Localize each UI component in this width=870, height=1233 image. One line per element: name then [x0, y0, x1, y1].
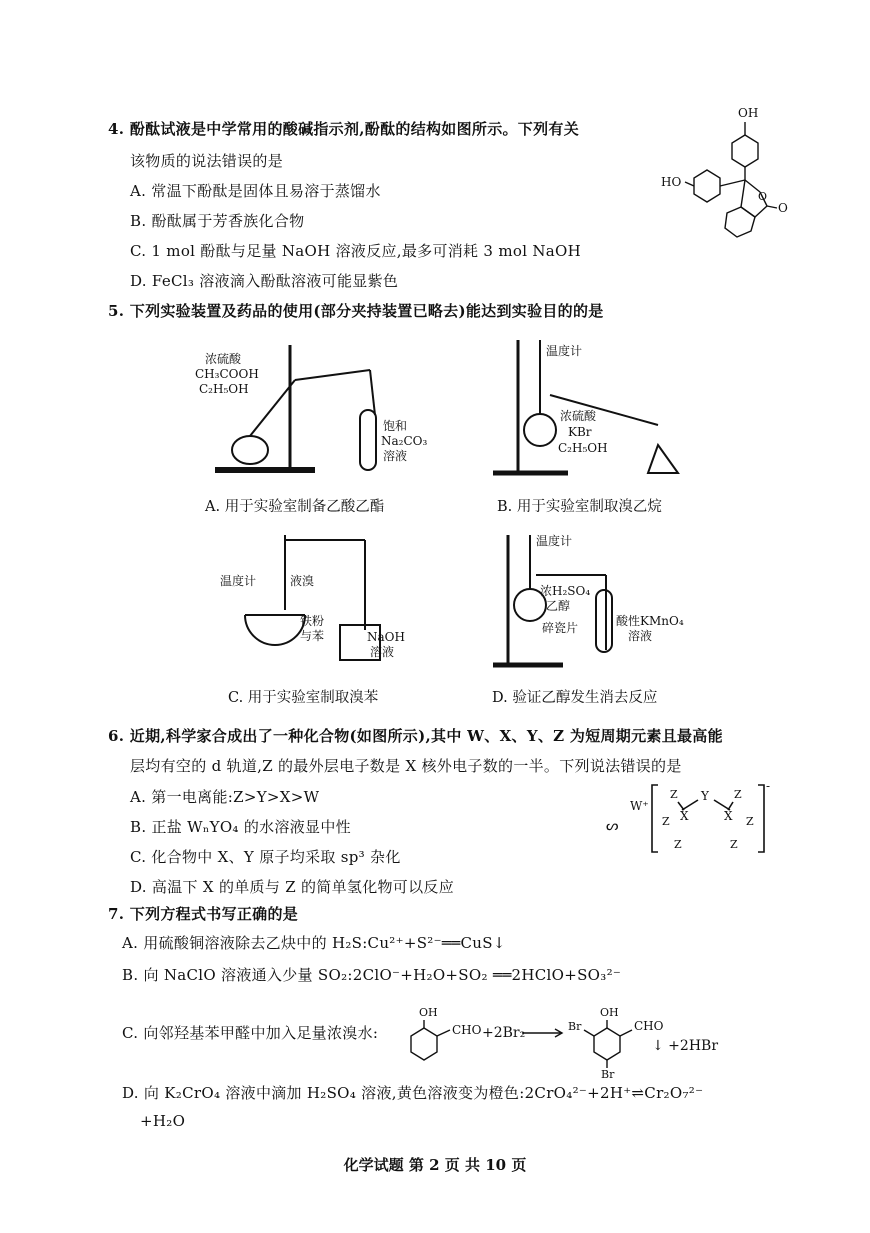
label-c-benzene: 与苯 — [300, 629, 325, 643]
page-footer: 化学试题 第 2 页 共 10 页 — [343, 1156, 527, 1174]
z-label-3: Z — [674, 838, 682, 851]
label-b-thermometer: 温度计 — [546, 344, 583, 358]
apparatus-d — [488, 530, 708, 670]
q7-option-c-text: C. 向邻羟基苯甲醛中加入足量浓溴水: — [122, 1024, 379, 1042]
q4-option-c: C. 1 mol 酚酞与足量 NaOH 溶液反应,最多可消耗 3 mol NaOH — [130, 242, 582, 260]
label-a-ethanol: C₂H₅OH — [199, 382, 249, 396]
caption-a: A. 用于实验室制备乙酸乙酯 — [205, 499, 385, 515]
label-d-acid: 浓H₂SO₄ — [540, 584, 591, 598]
z-label-2: Z — [662, 815, 670, 828]
x-label-1: X — [680, 809, 689, 823]
label-b-ethanol: C₂H₅OH — [558, 441, 608, 455]
label-a-acetic: CH₃COOH — [195, 367, 259, 381]
reagent-label: +2Br₂ — [482, 1025, 526, 1041]
label-a-acid: 浓硫酸 — [205, 352, 242, 366]
anion-charge-label: - — [766, 780, 771, 793]
label-b-acid: 浓硫酸 — [560, 409, 597, 423]
q7-option-b: B. 向 NaClO 溶液通入少量 SO₂:2ClO⁻+H₂O+SO₂ ══2HClO+SO₃²⁻ — [122, 966, 622, 984]
label-c-iron: 铁粉 — [300, 614, 325, 628]
q4-option-b: B. 酚酞属于芳香族化合物 — [130, 212, 305, 230]
label-a-sat: 饱和 — [383, 419, 408, 433]
q6-option-a: A. 第一电离能:Z>Y>X>W — [130, 788, 320, 806]
q4-option-a: A. 常温下酚酞是固体且易溶于蒸馏水 — [130, 182, 381, 200]
label-d-ethanol: 乙醇 — [546, 599, 571, 613]
oh-label-product: OH — [600, 1006, 619, 1019]
label-a-na2co3: Na₂CO₃ — [381, 434, 428, 448]
w-cation-label: W⁺ — [630, 799, 649, 813]
q7-option-c-equation — [402, 1000, 732, 1078]
q6-option-d: D. 高温下 X 的单质与 Z 的简单氢化物可以反应 — [130, 878, 455, 896]
q7-option-d-line2: +H₂O — [140, 1112, 186, 1130]
q4-stem-line1: 4. 酚酞试液是中学常用的酸碱指示剂,酚酞的结构如图所示。下列有关 — [108, 120, 580, 138]
phenolphthalein-structure — [655, 100, 790, 240]
q4-option-d: D. FeCl₃ 溶液滴入酚酞溶液可能显紫色 — [130, 272, 399, 290]
z-label-6: Z — [730, 838, 738, 851]
compound-structure-q6 — [600, 780, 790, 860]
apparatus-a — [195, 335, 435, 480]
apparatus-b — [488, 335, 708, 480]
q6-option-c: C. 化合物中 X、Y 原子均采取 sp³ 杂化 — [130, 848, 401, 866]
label-d-solution: 溶液 — [628, 629, 653, 643]
cho-label-reactant: CHO — [452, 1023, 482, 1037]
oh-label-top: OH — [738, 106, 759, 120]
carbonyl-oxygen-label: O — [778, 201, 788, 215]
ring-oxygen-label: O — [758, 190, 768, 203]
label-c-solution: 溶液 — [370, 645, 395, 659]
q4-stem-line2: 该物质的说法错误的是 — [130, 152, 284, 170]
x-label-2: X — [724, 809, 733, 823]
cho-label-product: CHO — [634, 1019, 664, 1033]
wavy-bond-icon: ᔕ — [606, 818, 619, 834]
label-d-porcelain: 碎瓷片 — [542, 621, 579, 635]
br-label-product-bottom: Br — [601, 1068, 615, 1078]
oh-label-reactant: OH — [419, 1006, 438, 1019]
caption-d: D. 验证乙醇发生消去反应 — [492, 690, 658, 706]
label-c-thermometer: 温度计 — [220, 574, 257, 588]
caption-b: B. 用于实验室制取溴乙烷 — [497, 499, 662, 515]
z-label-4: Z — [734, 788, 742, 801]
label-a-solution: 溶液 — [383, 449, 408, 463]
q7-stem: 7. 下列方程式书写正确的是 — [108, 905, 299, 923]
z-label-1: Z — [670, 788, 678, 801]
ho-label-left: HO — [661, 175, 682, 189]
z-label-5: Z — [746, 815, 754, 828]
q7-option-d-line1: D. 向 K₂CrO₄ 溶液中滴加 H₂SO₄ 溶液,黄色溶液变为橙色:2CrO₄²⁻+2H⁺⇌Cr₂O₇²⁻ — [122, 1084, 704, 1102]
q6-stem-line2: 层均有空的 d 轨道,Z 的最外层电子数是 X 核外电子数的一半。下列说法错误的是 — [130, 757, 682, 775]
label-c-bromine: 液溴 — [290, 574, 315, 588]
q6-stem-line1: 6. 近期,科学家合成出了一种化合物(如图所示),其中 W、X、Y、Z 为短周期元素且最高能 — [108, 727, 723, 745]
label-d-thermometer: 温度计 — [536, 534, 573, 548]
q6-option-b: B. 正盐 WₙYO₄ 的水溶液显中性 — [130, 818, 351, 836]
precipitate-hbr-label: ↓ +2HBr — [652, 1038, 719, 1054]
br-label-product-top: Br — [568, 1020, 582, 1033]
y-label: Y — [701, 789, 709, 803]
label-c-naoh: NaOH — [367, 630, 405, 644]
label-d-kmno4: 酸性KMnO₄ — [616, 614, 684, 628]
q5-stem: 5. 下列实验装置及药品的使用(部分夹持装置已略去)能达到实验目的的是 — [108, 302, 604, 320]
apparatus-c — [215, 530, 415, 670]
q7-option-a: A. 用硫酸铜溶液除去乙炔中的 H₂S:Cu²⁺+S²⁻══CuS↓ — [122, 934, 506, 952]
label-b-kbr: KBr — [568, 425, 592, 439]
caption-c: C. 用于实验室制取溴苯 — [228, 690, 379, 706]
